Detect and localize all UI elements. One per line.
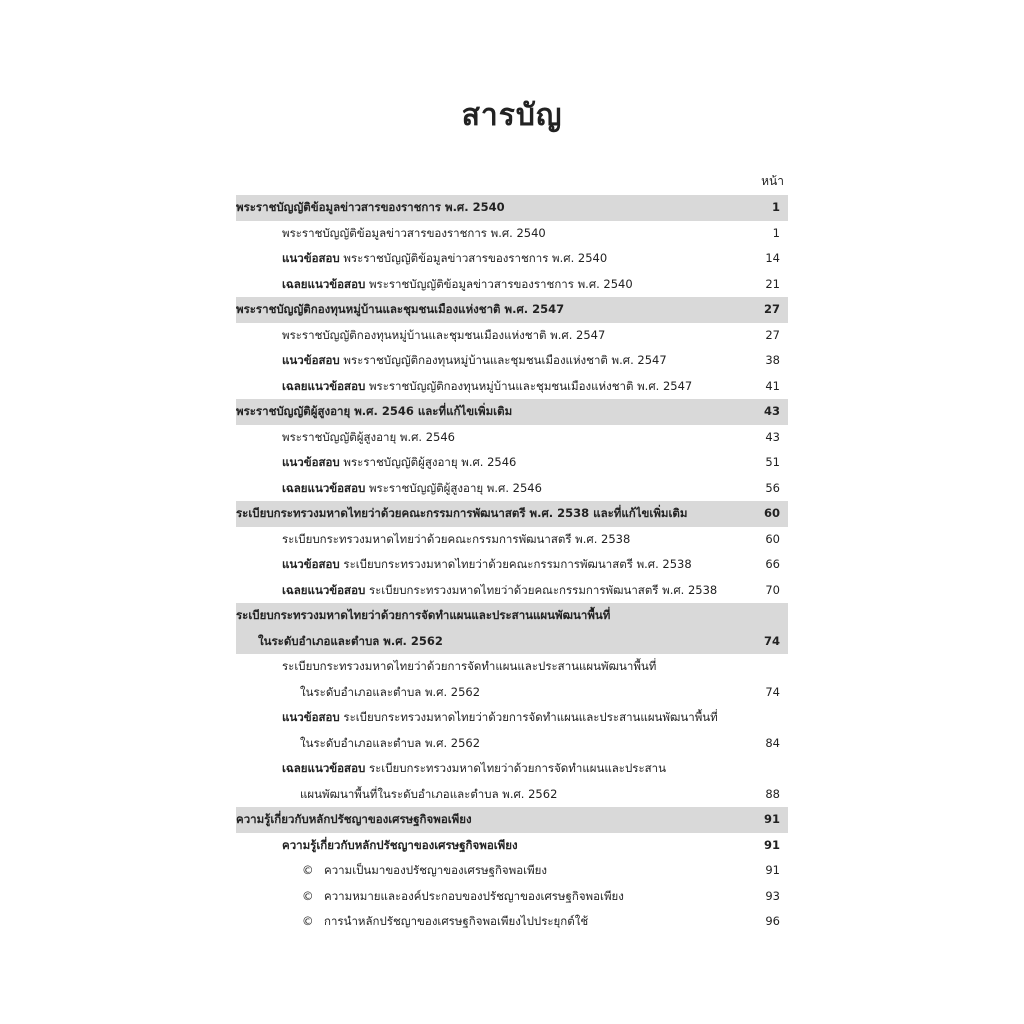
toc-page-number: 74	[765, 684, 780, 699]
toc-entry-title	[282, 705, 718, 731]
toc-entry-title-continued: แผนพัฒนาพื้นที่ในระดับอำเภอและตำบล พ.ศ. 2562	[300, 786, 558, 801]
toc-entry-title: ระเบียบกระทรวงมหาดไทยว่าด้วยการจัดทำแผนและประสานแผนพัฒนาพื้นที่	[282, 659, 657, 673]
toc-entry[interactable]	[236, 374, 788, 400]
toc-section-title: ระเบียบกระทรวงมหาดไทยว่าด้วยการจัดทำแผนและประสานแผนพัฒนาพื้นที่	[236, 608, 611, 622]
toc-bullet-title	[302, 909, 588, 935]
entry-text: ความหมายและองค์ประกอบของปรัชญาของเศรษฐกิจพอเพียง	[324, 888, 624, 903]
entry-text: ระเบียบกระทรวงมหาดไทยว่าด้วยคณะกรรมการพัฒนาสตรี พ.ศ. 2538 และที่แก้ไขเพิ่มเติม	[236, 506, 688, 520]
toc-entry[interactable]	[236, 578, 788, 604]
toc-page-number: 91	[763, 812, 780, 826]
copyright-bullet-icon: ©	[302, 888, 314, 903]
toc-page-number: 51	[765, 455, 780, 469]
toc-entry[interactable]	[236, 348, 788, 374]
toc-page-number: 70	[765, 582, 780, 597]
entry-keyword: แนวข้อสอบ	[282, 353, 340, 367]
toc-page-number: 84	[765, 735, 780, 750]
toc-entry-title	[282, 272, 633, 298]
toc-page-number: 91	[765, 863, 780, 877]
toc-entry[interactable]	[236, 833, 788, 859]
entry-text: พระราชบัญญัติผู้สูงอายุ พ.ศ. 2546	[343, 455, 517, 469]
toc-entry-title-continued: ในระดับอำเภอและตำบล พ.ศ. 2562	[300, 684, 481, 699]
toc-entry-title	[282, 323, 605, 349]
entry-keyword: เฉลยแนวข้อสอบ	[282, 378, 366, 393]
entry-keyword: เฉลยแนวข้อสอบ	[282, 582, 366, 597]
toc-page-number: 88	[765, 786, 780, 801]
entry-keyword: เฉลยแนวข้อสอบ	[282, 276, 366, 291]
toc-page-number: 21	[765, 276, 780, 291]
toc-entry[interactable]	[236, 450, 788, 476]
toc-page-number: 27	[763, 302, 780, 316]
entry-text: พระราชบัญญัติข้อมูลข่าวสารของราชการ พ.ศ. 2540	[236, 200, 505, 214]
toc-entry[interactable]	[236, 756, 788, 782]
toc-page-number: 93	[765, 888, 780, 903]
toc-section-heading[interactable]	[236, 399, 788, 425]
toc-page-number: 60	[765, 531, 780, 546]
entry-keyword: แนวข้อสอบ	[282, 710, 340, 724]
toc-section-heading[interactable]	[236, 195, 788, 221]
toc-bullet-entry[interactable]	[236, 858, 788, 884]
toc-entry-continued[interactable]	[236, 680, 788, 706]
toc-entry-continued[interactable]	[236, 731, 788, 757]
entry-text: พระราชบัญญัติผู้สูงอายุ พ.ศ. 2546 และที่แก้ไขเพิ่มเติม	[236, 404, 513, 418]
toc-page-number: 56	[765, 480, 780, 495]
entry-text: ระเบียบกระทรวงมหาดไทยว่าด้วยการจัดทำแผนและประสานแผนพัฒนาพื้นที่	[343, 710, 718, 724]
toc-entry-title: ความรู้เกี่ยวกับหลักปรัชญาของเศรษฐกิจพอเพียง	[282, 837, 518, 852]
toc-entry[interactable]	[236, 323, 788, 349]
entry-text: ระเบียบกระทรวงมหาดไทยว่าด้วยคณะกรรมการพัฒนาสตรี พ.ศ. 2538	[368, 582, 718, 597]
toc-entry-title	[282, 374, 692, 400]
toc-section-title	[236, 399, 512, 425]
entry-text: พระราชบัญญัติผู้สูงอายุ พ.ศ. 2546	[282, 429, 455, 444]
toc-entry-title-continued: ในระดับอำเภอและตำบล พ.ศ. 2562	[300, 735, 481, 750]
entry-text: พระราชบัญญัติข้อมูลข่าวสารของราชการ พ.ศ. 2540	[343, 251, 608, 265]
entry-text: ระเบียบกระทรวงมหาดไทยว่าด้วยคณะกรรมการพัฒนาสตรี พ.ศ. 2538	[282, 531, 631, 546]
toc-entry-title	[282, 246, 607, 272]
entry-text: ระเบียบกระทรวงมหาดไทยว่าด้วยการจัดทำแผนและประสาน	[368, 761, 666, 775]
toc-section-title	[236, 195, 505, 221]
toc-page-number: 96	[765, 914, 780, 928]
toc-entry[interactable]	[236, 272, 788, 298]
copyright-bullet-icon: ©	[302, 863, 314, 877]
toc-page-number: 91	[763, 837, 780, 852]
copyright-bullet-icon: ©	[302, 914, 314, 928]
toc-entries-1-4	[236, 195, 788, 603]
toc-page-number: 43	[763, 404, 780, 418]
entry-text: ความเป็นมาของปรัชญาของเศรษฐกิจพอเพียง	[324, 863, 548, 877]
toc-section-title: ความรู้เกี่ยวกับหลักปรัชญาของเศรษฐกิจพอเพียง	[236, 812, 472, 826]
toc-page-number: 74	[763, 633, 780, 648]
toc-entry[interactable]	[236, 654, 788, 680]
toc-page-number: 66	[765, 557, 780, 571]
toc-section-heading[interactable]	[236, 603, 788, 629]
toc-page-number: 43	[765, 429, 780, 444]
entry-text: พระราชบัญญัติกองทุนหมู่บ้านและชุมชนเมืองแห่งชาติ พ.ศ. 2547	[282, 327, 606, 342]
toc-section-heading[interactable]	[236, 297, 788, 323]
toc-entry-title	[282, 425, 455, 451]
toc-entry[interactable]	[236, 705, 788, 731]
toc-entry-title	[282, 221, 546, 247]
entry-text: พระราชบัญญัติข้อมูลข่าวสารของราชการ พ.ศ. 2540	[368, 276, 633, 291]
toc-entry[interactable]	[236, 425, 788, 451]
page-column-header: หน้า	[761, 174, 784, 188]
entry-text: การนำหลักปรัชญาของเศรษฐกิจพอเพียงไปประยุกต์ใช้	[324, 914, 589, 928]
toc-page-number: 41	[765, 378, 780, 393]
toc-entry-title	[282, 348, 667, 374]
entry-text: พระราชบัญญัติกองทุนหมู่บ้านและชุมชนเมืองแห่งชาติ พ.ศ. 2547	[236, 302, 565, 316]
toc-entry[interactable]	[236, 552, 788, 578]
toc-entry-title	[282, 756, 666, 782]
toc-page-number: 27	[765, 327, 780, 342]
toc-bullet-title	[302, 858, 547, 884]
entry-keyword: เฉลยแนวข้อสอบ	[282, 761, 366, 775]
toc-entry[interactable]	[236, 476, 788, 502]
entry-text: พระราชบัญญัติกองทุนหมู่บ้านและชุมชนเมืองแห่งชาติ พ.ศ. 2547	[343, 353, 667, 367]
toc-page-number: 60	[763, 506, 780, 520]
toc-section-title-continued: ในระดับอำเภอและตำบล พ.ศ. 2562	[258, 633, 443, 648]
toc-bullet-entry[interactable]	[236, 909, 788, 935]
entry-keyword: เฉลยแนวข้อสอบ	[282, 480, 366, 495]
toc-entry-title	[282, 476, 542, 502]
toc-entry[interactable]	[236, 221, 788, 247]
entry-keyword: แนวข้อสอบ	[282, 455, 340, 469]
toc-entry[interactable]	[236, 527, 788, 553]
toc-bullet-title	[302, 884, 624, 910]
entry-text: พระราชบัญญัติข้อมูลข่าวสารของราชการ พ.ศ. 2540	[282, 225, 546, 240]
toc-entry[interactable]	[236, 246, 788, 272]
toc-section-heading[interactable]	[236, 807, 788, 833]
toc-section-heading[interactable]	[236, 501, 788, 527]
entry-text: พระราชบัญญัติกองทุนหมู่บ้านและชุมชนเมืองแห่งชาติ พ.ศ. 2547	[368, 378, 693, 393]
toc-section-heading-continued[interactable]	[236, 629, 788, 655]
toc-page-number: 1	[771, 200, 780, 214]
toc-entry-title	[282, 552, 692, 578]
entry-text: พระราชบัญญัติผู้สูงอายุ พ.ศ. 2546	[368, 480, 542, 495]
toc-bullet-list	[236, 858, 788, 935]
toc-entry-title	[282, 527, 630, 553]
toc-page-number: 38	[765, 353, 780, 367]
entry-text: ระเบียบกระทรวงมหาดไทยว่าด้วยคณะกรรมการพัฒนาสตรี พ.ศ. 2538	[343, 557, 692, 571]
entry-keyword: แนวข้อสอบ	[282, 251, 340, 265]
toc-entry-continued[interactable]	[236, 782, 788, 808]
table-of-contents	[236, 195, 788, 935]
toc-page-number: 1	[772, 225, 780, 240]
toc-page-number: 14	[765, 251, 780, 265]
page-title: สารบัญ	[461, 98, 563, 133]
toc-entry-title	[282, 578, 717, 604]
toc-bullet-entry[interactable]	[236, 884, 788, 910]
toc-entry-title	[282, 450, 516, 476]
entry-keyword: แนวข้อสอบ	[282, 557, 340, 571]
toc-section-title	[236, 501, 687, 527]
toc-section-title	[236, 297, 564, 323]
